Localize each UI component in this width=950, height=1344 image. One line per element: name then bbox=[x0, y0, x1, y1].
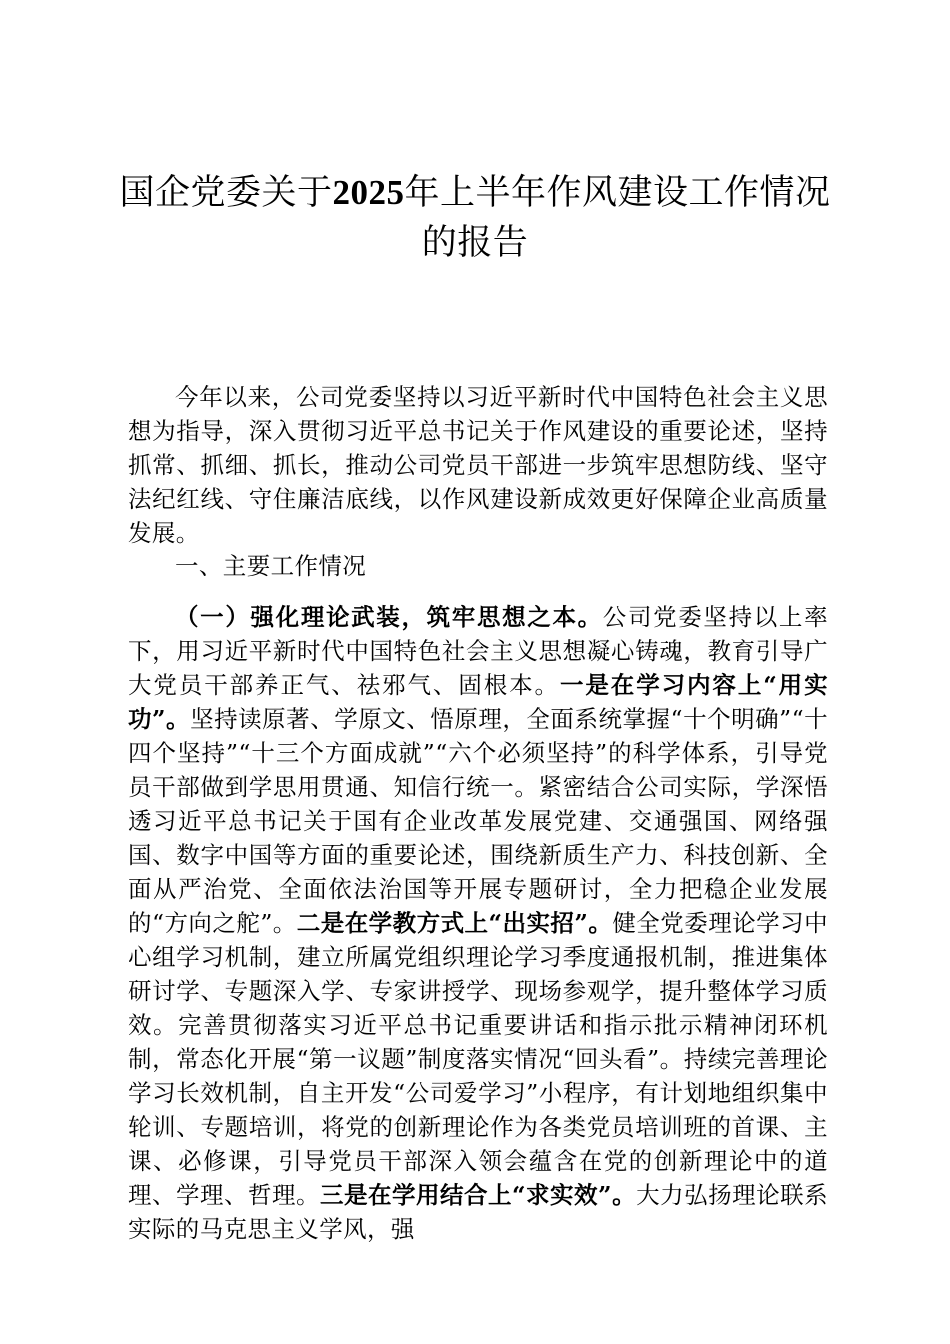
section-heading: 一、主要工作情况 bbox=[175, 552, 367, 580]
point-2-text: 健全党委理论学习中心组学习机制，建立所属党组织理论学习季度通报机制，推进集体研讨学、专题深入学、专家讲授学、现场参观学，提升整体学习质效。完善贯彻落实习近平总书记重要讲话和指示批示精神闭环机制，常态化开展“第一议题”制度落实情况“回头看”。持续完善理论学习长效机制，自主开发“公司爱学习”小程序，有计划地组织集中轮训、专题培训，将党的创新理论作为各类党员培训班的首课、主课、必修课，引导党员干部深入领会蕴含在党的创新理论中的道理、学理、哲理。 bbox=[128, 909, 828, 1209]
point-1-heading: 一是在学习内容上“用实功”。 bbox=[128, 671, 828, 733]
document-title bbox=[110, 168, 840, 268]
point-1-text: 坚持读原著、学原文、悟原理，全面系统掌握“十个明确”“十四个坚持”“十三个方面成就”“六个必须坚持”的科学体系，引导党员干部做到学思用贯通、知信行统一。紧密结合公司实际，学深悟透习近平总书记关于国有企业改革发展党建、交通强国、网络强国、数字中国等方面的重要论述，围绕新质生产力、科技创新、全面从严治党、全面依法治国等开展专题研讨，全力把稳企业发展的“方向之舵”。 bbox=[128, 705, 829, 937]
subsection-heading: （一）强化理论武装，筑牢思想之本。 bbox=[175, 603, 603, 631]
intro-paragraph: 今年以来，公司党委坚持以习近平新时代中国特色社会主义思想为指导，深入贯彻习近平总书记关于作风建设的重要论述，坚持抓常、抓细、抓长，推动公司党员干部进一步筑牢思想防线、坚守法纪红线、守住廉洁底线，以作风建设新成效更好保障企业高质量发展。 bbox=[128, 383, 828, 547]
point-3-text: 大力弘扬理论联系实际的马克思主义学风，强 bbox=[128, 1181, 828, 1243]
title-part-1: 国企党委关于 bbox=[119, 173, 333, 213]
title-part-2: 年上半年作风建设工作情况的报告 bbox=[404, 173, 831, 263]
point-3-heading: 三是在学用结合上“求实效”。 bbox=[320, 1181, 637, 1209]
subsection-paragraph bbox=[128, 600, 828, 1246]
title-year: 2025 bbox=[332, 173, 405, 212]
subsection-text-1: 公司党委坚持以上率下，用习近平新时代中国特色社会主义思想凝心铸魂，教育引导广大党员干部养正气、祛邪气、固根本。 bbox=[128, 603, 828, 699]
point-2-heading: 二是在学教方式上“出实招”。 bbox=[296, 909, 613, 937]
